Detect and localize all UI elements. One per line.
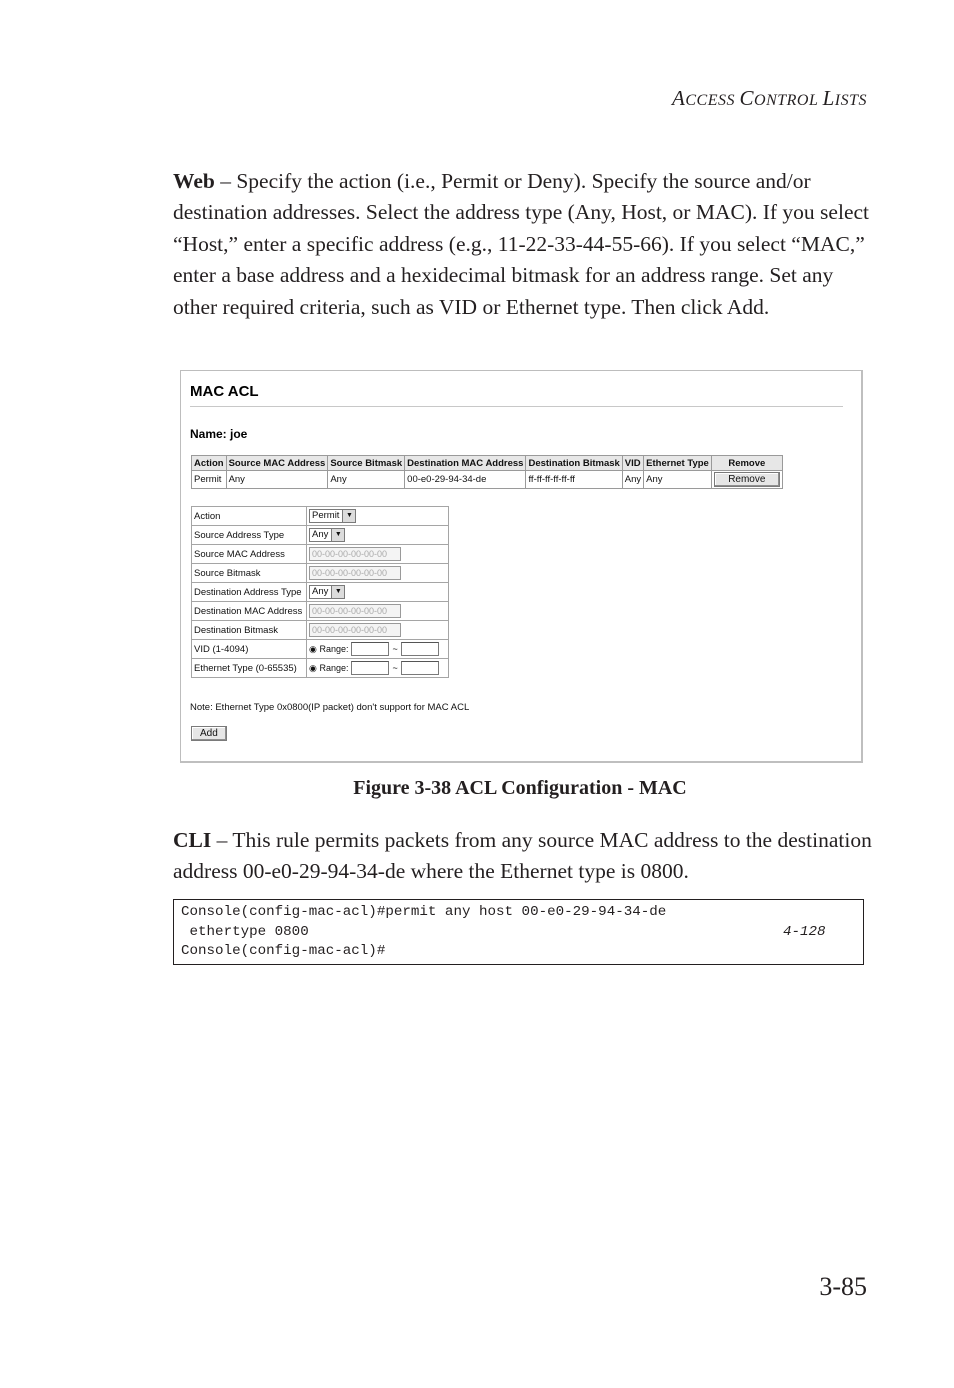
ethernet-type-range-label: Range: [319, 663, 349, 673]
command-reference: 4-128 [783, 923, 826, 940]
figure-caption: Figure 3-38 ACL Configuration - MAC [353, 777, 687, 799]
source-bitmask-label: Source Bitmask [192, 564, 307, 583]
remove-button[interactable]: Remove [714, 472, 780, 487]
source-address-type-label: Source Address Type [192, 526, 307, 545]
dest-address-type-cell [307, 583, 449, 602]
header-initial-c: C [739, 86, 755, 110]
col-action: Action [192, 456, 227, 471]
acl-rules-table [191, 455, 783, 489]
ethernet-type-cell [307, 659, 449, 678]
chevron-down-icon: ▼ [331, 529, 344, 541]
code-line-3: Console(config-mac-acl)# [181, 943, 386, 959]
chevron-down-icon: ▼ [342, 510, 355, 522]
col-vid: VID [622, 456, 643, 471]
ethernet-type-separator: ~ [392, 662, 398, 673]
rules-header-row [192, 456, 783, 471]
page-number: 3-85 [819, 1272, 867, 1301]
ethernet-type-label: Ethernet Type (0-65535) [192, 659, 307, 678]
form-row-dest-mac [192, 602, 449, 621]
col-ethernet-type: Ethernet Type [644, 456, 712, 471]
source-address-type-select[interactable] [309, 528, 345, 542]
header-word-access: CCESS [685, 92, 740, 109]
col-remove: Remove [711, 456, 782, 471]
cell-vid: Any [622, 471, 643, 489]
mac-acl-title: MAC ACL [190, 383, 259, 400]
header-word-control: ONTROL [754, 92, 823, 109]
dest-bitmask-input[interactable]: 00-00-00-00-00-00 [309, 623, 401, 637]
running-header [672, 86, 867, 111]
form-row-ethernet-type [192, 659, 449, 678]
dest-bitmask-label: Destination Bitmask [192, 621, 307, 640]
ethernet-type-start-input[interactable] [351, 661, 389, 675]
web-text: – Specify the action (i.e., Permit or Deny). Specify the source and/or destination addresses. Select the address type (Any, Host, or MAC). If you select “Host,” enter a specific address (e.g., 11-22-33-44-55-66). If you select “MAC,” enter a base address and a hexidecimal bitmask for an address range. Set any other required criteria, such as VID or Ethernet type. Then click Add. [173, 169, 869, 319]
source-mac-cell [307, 545, 449, 564]
cli-instructions [173, 825, 873, 888]
form-row-dest-bitmask [192, 621, 449, 640]
dest-mac-input[interactable]: 00-00-00-00-00-00 [309, 604, 401, 618]
code-line-2-text: ethertype 0800 [181, 923, 309, 940]
vid-range-radio[interactable]: ◉ [309, 643, 317, 654]
cell-source-bitmask: Any [328, 471, 405, 489]
cli-label: CLI [173, 828, 212, 852]
source-address-type-value: Any [312, 529, 329, 540]
add-button[interactable]: Add [191, 726, 227, 741]
action-select-value: Permit [312, 510, 340, 521]
source-bitmask-cell [307, 564, 449, 583]
col-source-mac: Source MAC Address [226, 456, 328, 471]
dest-address-type-select[interactable] [309, 585, 345, 599]
header-word-lists: ISTS [834, 92, 867, 109]
col-source-bitmask: Source Bitmask [328, 456, 405, 471]
mac-acl-screenshot [180, 370, 863, 763]
form-row-source-address-type [192, 526, 449, 545]
cell-dest-bitmask: ff-ff-ff-ff-ff-ff [526, 471, 622, 489]
form-row-source-bitmask [192, 564, 449, 583]
dest-mac-label: Destination MAC Address [192, 602, 307, 621]
form-row-action [192, 507, 449, 526]
ethernet-type-end-input[interactable] [401, 661, 439, 675]
title-divider [190, 406, 843, 407]
code-line-2 [181, 923, 863, 943]
code-line-1: Console(config-mac-acl)#permit any host 00-e0-29-94-34-de [181, 904, 667, 920]
cell-ethernet-type: Any [644, 471, 712, 489]
form-row-vid [192, 640, 449, 659]
cli-code-block [173, 899, 864, 965]
cell-action: Permit [192, 471, 227, 489]
vid-range-label: Range: [319, 644, 349, 654]
table-row [192, 471, 783, 489]
vid-label: VID (1-4094) [192, 640, 307, 659]
acl-name-label: Name: joe [190, 427, 248, 441]
dest-mac-cell [307, 602, 449, 621]
cell-source-mac: Any [226, 471, 328, 489]
vid-range-start-input[interactable] [351, 642, 389, 656]
vid-cell [307, 640, 449, 659]
source-address-type-cell [307, 526, 449, 545]
source-bitmask-input[interactable]: 00-00-00-00-00-00 [309, 566, 401, 580]
vid-range-separator: ~ [392, 643, 398, 654]
form-row-source-mac [192, 545, 449, 564]
ethernet-type-range-radio[interactable]: ◉ [309, 662, 317, 673]
form-row-dest-address-type [192, 583, 449, 602]
col-dest-bitmask: Destination Bitmask [526, 456, 622, 471]
ethernet-type-note: Note: Ethernet Type 0x0800(IP packet) don't support for MAC ACL [190, 702, 470, 713]
vid-range-end-input[interactable] [401, 642, 439, 656]
action-label: Action [192, 507, 307, 526]
cell-remove [711, 471, 782, 489]
chevron-down-icon: ▼ [331, 586, 344, 598]
col-dest-mac: Destination MAC Address [405, 456, 526, 471]
header-initial-l: L [822, 86, 835, 110]
web-instructions [173, 166, 873, 323]
web-label: Web [173, 169, 215, 193]
dest-bitmask-cell [307, 621, 449, 640]
header-initial-a: A [672, 86, 686, 110]
source-mac-input[interactable]: 00-00-00-00-00-00 [309, 547, 401, 561]
cli-text: – This rule permits packets from any source MAC address to the destination address 00-e0-29-94-34-de where the Ethernet type is 0800. [173, 828, 872, 884]
source-mac-label: Source MAC Address [192, 545, 307, 564]
cell-dest-mac: 00-e0-29-94-34-de [405, 471, 526, 489]
acl-rule-form [191, 506, 449, 678]
dest-address-type-label: Destination Address Type [192, 583, 307, 602]
action-cell [307, 507, 449, 526]
action-select[interactable] [309, 509, 356, 523]
dest-address-type-value: Any [312, 586, 329, 597]
